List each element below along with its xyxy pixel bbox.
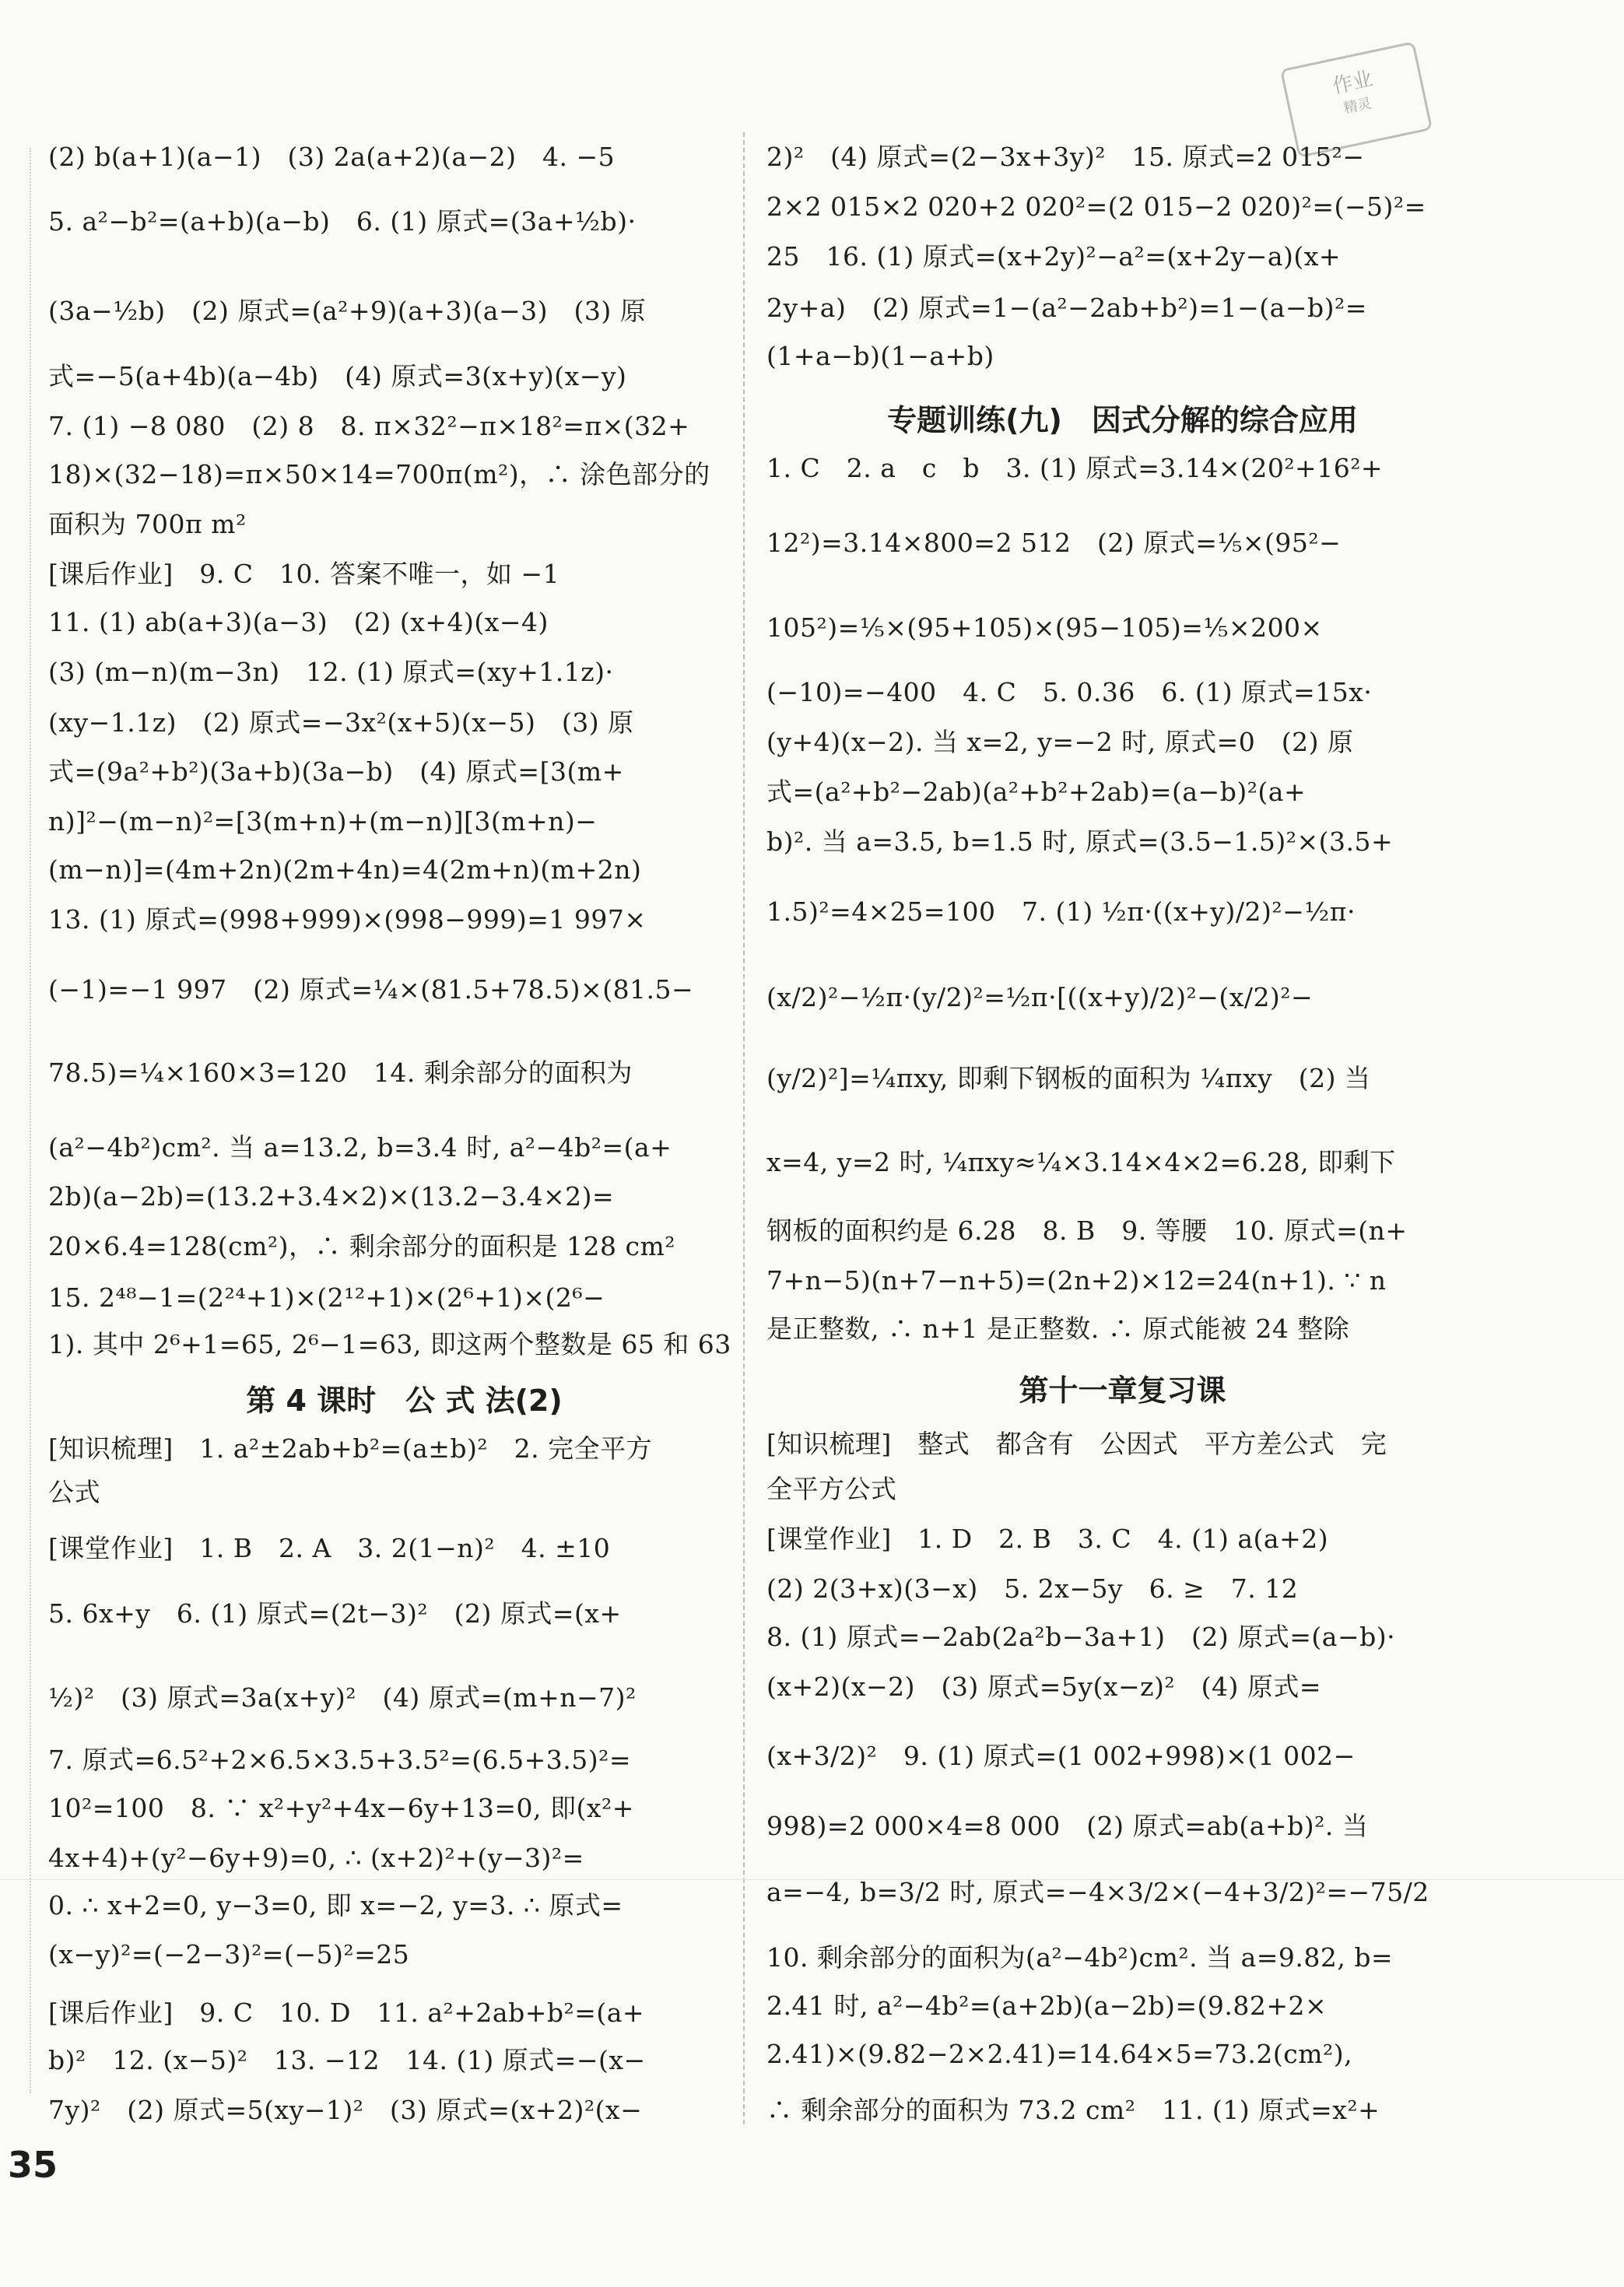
- answer-line: 2×2 015×2 020+2 020²=(2 015−2 020)²=(−5)²=: [766, 191, 1426, 222]
- answer-line: b)² 12. (x−5)² 13. −12 14. (1) 原式=−(x−: [48, 2045, 646, 2075]
- answer-line: (xy−1.1z) (2) 原式=−3x²(x+5)(x−5) (3) 原: [48, 707, 634, 738]
- answer-line: (y/2)²]=¼πxy, 即剩下钢板的面积为 ¼πxy (2) 当: [766, 1063, 1371, 1093]
- answer-line: 25 16. (1) 原式=(x+2y)²−a²=(x+2y−a)(x+: [766, 241, 1342, 272]
- answer-line: [课后作业] 9. C 10. 答案不唯一，如 −1: [48, 559, 560, 589]
- answer-line: 13. (1) 原式=(998+999)×(998−999)=1 997×: [48, 904, 647, 935]
- answer-line: 20×6.4=128(cm²)，∴ 剩余部分的面积是 128 cm²: [48, 1231, 675, 1261]
- answer-line: 面积为 700π m²: [48, 509, 247, 539]
- answer-line: 1). 其中 2⁶+1=65, 2⁶−1=63, 即这两个整数是 65 和 63: [48, 1329, 731, 1359]
- answer-line: 2.41)×(9.82−2×2.41)=14.64×5=73.2(cm²),: [766, 2039, 1353, 2069]
- answer-line: 1.5)²=4×25=100 7. (1) ½π·((x+y)/2)²−½π·: [766, 896, 1356, 927]
- section-heading: 第 4 课时 公 式 法(2): [246, 1384, 563, 1418]
- answer-line: (1+a−b)(1−a+b): [766, 341, 994, 371]
- answer-line: 10. 剩余部分的面积为(a²−4b²)cm². 当 a=9.82, b=: [766, 1942, 1394, 1973]
- answer-line: 78.5)=¼×160×3=120 14. 剩余部分的面积为: [48, 1058, 633, 1088]
- answer-line: [知识梳理] 1. a²±2ab+b²=(a±b)² 2. 完全平方: [48, 1433, 653, 1464]
- answer-line: (2) b(a+1)(a−1) (3) 2a(a+2)(a−2) 4. −5: [48, 142, 616, 172]
- answer-line: 2y+a) (2) 原式=1−(a²−2ab+b²)=1−(a−b)²=: [766, 293, 1367, 323]
- answer-line: (y+4)(x−2). 当 x=2, y=−2 时, 原式=0 (2) 原: [766, 727, 1354, 757]
- answer-line: 式=(a²+b²−2ab)(a²+b²+2ab)=(a−b)²(a+: [766, 777, 1307, 807]
- answer-line: 5. a²−b²=(a+b)(a−b) 6. (1) 原式=(3a+½b)·: [48, 206, 637, 237]
- answer-line: (a²−4b²)cm². 当 a=13.2, b=3.4 时, a²−4b²=(a+: [48, 1132, 672, 1163]
- answer-line: [课堂作业] 1. D 2. B 3. C 4. (1) a(a+2): [766, 1524, 1329, 1554]
- answer-line: 7y)² (2) 原式=5(xy−1)² (3) 原式=(x+2)²(x−: [48, 2095, 643, 2125]
- answer-line: 1. C 2. a c b 3. (1) 原式=3.14×(20²+16²+: [766, 453, 1384, 483]
- answer-line: [课后作业] 9. C 10. D 11. a²+2ab+b²=(a+: [48, 1998, 645, 2028]
- page-number: 35: [8, 2144, 58, 2186]
- answer-line: 式=−5(a+4b)(a−4b) (4) 原式=3(x+y)(x−y): [48, 361, 627, 391]
- answer-line: 全平方公式: [766, 1474, 897, 1504]
- stamp-line-2: 精灵: [1342, 95, 1373, 118]
- answer-line: 4x+4)+(y²−6y+9)=0, ∴ (x+2)²+(y−3)²=: [48, 1843, 584, 1873]
- answer-line: 7. 原式=6.5²+2×6.5×3.5+3.5²=(6.5+3.5)²=: [48, 1745, 631, 1775]
- answer-line: 2)² (4) 原式=(2−3x+3y)² 15. 原式=2 015²−: [766, 142, 1365, 172]
- answer-line: n)]²−(m−n)²=[3(m+n)+(m−n)][3(m+n)−: [48, 806, 598, 837]
- answer-line: 0. ∴ x+2=0, y−3=0, 即 x=−2, y=3. ∴ 原式=: [48, 1890, 623, 1920]
- answer-line: 7. (1) −8 080 (2) 8 8. π×32²−π×18²=π×(32+: [48, 411, 690, 441]
- stamp-line-1: 作业: [1330, 67, 1375, 99]
- answer-line: b)². 当 a=3.5, b=1.5 时, 原式=(3.5−1.5)²×(3.5+: [766, 826, 1394, 857]
- margin-dotted-line: [30, 148, 31, 2093]
- answer-line: ½)² (3) 原式=3a(x+y)² (4) 原式=(m+n−7)²: [48, 1682, 637, 1713]
- answer-line: (x/2)²−½π·(y/2)²=½π·[((x+y)/2)²−(x/2)²−: [766, 982, 1314, 1012]
- answer-line: 105²)=⅕×(95+105)×(95−105)=⅕×200×: [766, 612, 1323, 643]
- answer-line: 12²)=3.14×800=2 512 (2) 原式=⅕×(95²−: [766, 528, 1342, 558]
- answer-line: [课堂作业] 1. B 2. A 3. 2(1−n)² 4. ±10: [48, 1533, 611, 1563]
- answer-line: (3) (m−n)(m−3n) 12. (1) 原式=(xy+1.1z)·: [48, 657, 614, 687]
- answer-line: 998)=2 000×4=8 000 (2) 原式=ab(a+b)². 当: [766, 1811, 1369, 1841]
- answer-line: 18)×(32−18)=π×50×14=700π(m²)，∴ 涂色部分的: [48, 459, 710, 489]
- answer-line: (3a−½b) (2) 原式=(a²+9)(a+3)(a−3) (3) 原: [48, 296, 647, 326]
- answer-line: ∴ 剩余部分的面积为 73.2 cm² 11. (1) 原式=x²+: [766, 2095, 1380, 2125]
- section-heading: 第十一章复习课: [1019, 1373, 1226, 1408]
- answer-line: 15. 2⁴⁸−1=(2²⁴+1)×(2¹²+1)×(2⁶+1)×(2⁶−: [48, 1282, 605, 1313]
- answer-line: 11. (1) ab(a+3)(a−3) (2) (x+4)(x−4): [48, 607, 549, 637]
- answer-line: (−1)=−1 997 (2) 原式=¼×(81.5+78.5)×(81.5−: [48, 974, 694, 1005]
- answer-line: 式=(9a²+b²)(3a+b)(3a−b) (4) 原式=[3(m+: [48, 756, 624, 787]
- answer-line: 公式: [48, 1477, 100, 1507]
- answer-line: 5. 6x+y 6. (1) 原式=(2t−3)² (2) 原式=(x+: [48, 1598, 622, 1629]
- answer-line: [知识梳理] 整式 都含有 公因式 平方差公式 完: [766, 1429, 1387, 1459]
- answer-line: (x−y)²=(−2−3)²=(−5)²=25: [48, 1939, 410, 1970]
- answer-line: 7+n−5)(n+7−n+5)=(2n+2)×12=24(n+1). ∵ n: [766, 1265, 1387, 1296]
- answer-line: 是正整数, ∴ n+1 是正整数. ∴ 原式能被 24 整除: [766, 1314, 1350, 1344]
- answer-line: (x+2)(x−2) (3) 原式=5y(x−z)² (4) 原式=: [766, 1671, 1322, 1702]
- answer-line: 2b)(a−2b)=(13.2+3.4×2)×(13.2−3.4×2)=: [48, 1181, 615, 1212]
- answer-line: (2) 2(3+x)(3−x) 5. 2x−5y 6. ≥ 7. 12: [766, 1573, 1299, 1604]
- answer-line: 2.41 时, a²−4b²=(a+2b)(a−2b)=(9.82+2×: [766, 1991, 1328, 2021]
- answer-line: (x+3/2)² 9. (1) 原式=(1 002+998)×(1 002−: [766, 1741, 1356, 1771]
- answer-line: 10²=100 8. ∵ x²+y²+4x−6y+13=0, 即(x²+: [48, 1793, 634, 1823]
- section-heading: 专题训练(九) 因式分解的综合应用: [887, 403, 1358, 437]
- answer-line: (−10)=−400 4. C 5. 0.36 6. (1) 原式=15x·: [766, 677, 1373, 707]
- answer-line: x=4, y=2 时, ¼πxy≈¼×3.14×4×2=6.28, 即剩下: [766, 1147, 1396, 1177]
- answer-line: (m−n)]=(4m+2n)(2m+4n)=4(2m+n)(m+2n): [48, 854, 642, 885]
- answer-line: 钢板的面积约是 6.28 8. B 9. 等腰 10. 原式=(n+: [766, 1215, 1408, 1246]
- answer-line: 8. (1) 原式=−2ab(2a²b−3a+1) (2) 原式=(a−b)·: [766, 1622, 1396, 1652]
- answer-line: a=−4, b=3/2 时, 原式=−4×3/2×(−4+3/2)²=−75/2: [766, 1877, 1429, 1907]
